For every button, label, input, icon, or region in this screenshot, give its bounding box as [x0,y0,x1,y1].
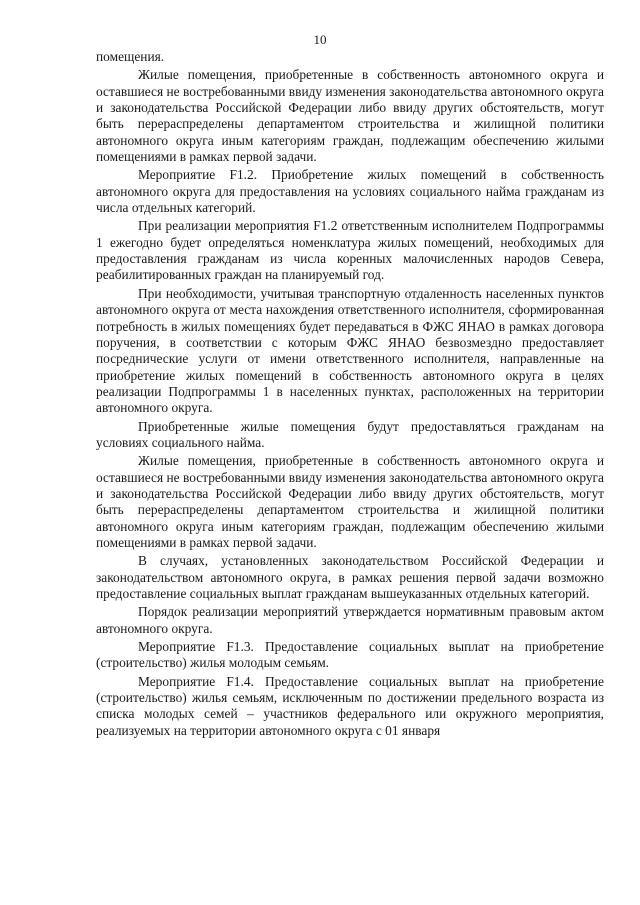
paragraph: помещения. [96,49,165,64]
paragraph: Жилые помещения, приобретенные в собственность автономного округа и оставшиеся не востребованными ввиду изменения законодательства автономного округа и законодательства Российской Федерации либо ввиду других обстоятельств, могут быть перераспределены департаментом строительства и жилищной политики автономного округа иным категориям граждан, подлежащим обеспечению жилыми помещениями в рамках первой задачи. [96,67,604,165]
paragraph: Мероприятие F1.4. Предоставление социальных выплат на приобретение (строительство) жилья семьям, исключенным по достижении предельного возраста из списка молодых семей – участников федерального или окружного мероприятия, реализуемых на территории автономного округа с 01 января [96,673,604,738]
paragraph: Мероприятие F1.3. Предоставление социальных выплат на приобретение (строительство) жилья молодым семьям. [96,639,604,671]
paragraph: При реализации мероприятия F1.2 ответственным исполнителем Подпрограммы 1 ежегодно будет определяться номенклатура жилых помещений, необходимых для предоставления гражданам из числа коренных малочисленных народов Севера, реабилитированных граждан на планируемый год. [96,218,604,283]
document-body [96,49,604,739]
paragraph: Приобретенные жилые помещения будут предоставляться гражданам на условиях социального найма. [96,418,604,450]
paragraph: Порядок реализации мероприятий утверждается нормативным правовым актом автономного округа. [96,604,604,636]
paragraph: Жилые помещения, приобретенные в собственность автономного округа и оставшиеся не востребованными ввиду изменения законодательства автономного округа и законодательства Российской Федерации либо ввиду других обстоятельств, могут быть перераспределены департаментом строительства и жилищной политики автономного округа иным категориям граждан, подлежащим обеспечению жилыми помещениями в рамках первой задачи. [96,453,604,550]
paragraph: Мероприятие F1.2. Приобретение жилых помещений в собственность автономного округа для предоставления на условиях социального найма гражданам из числа отдельных категорий. [96,167,604,216]
paragraph: При необходимости, учитывая транспортную отдаленность населенных пунктов автономного округа от места нахождения ответственного исполнителя, сформированная потребность в жилых помещениях будет передаваться в ФЖС ЯНАО в рамках договора поручения, в соответствии с которым ФЖС ЯНАО безвозмездно предоставляет посреднические услуги от имени ответственного исполнителя, направленные на приобретение жилых помещений в собственность автономного округа в целях реализации Подпрограммы 1 в населенных пунктах, расположенных на территории автономного округа. [96,285,604,416]
page-number: 10 [313,32,327,47]
paragraph: В случаях, установленных законодательством Российской Федерации и законодательством автономного округа, в рамках решения первой задачи возможно предоставление социальных выплат гражданам вышеуказанных отдельных категорий. [96,553,604,601]
